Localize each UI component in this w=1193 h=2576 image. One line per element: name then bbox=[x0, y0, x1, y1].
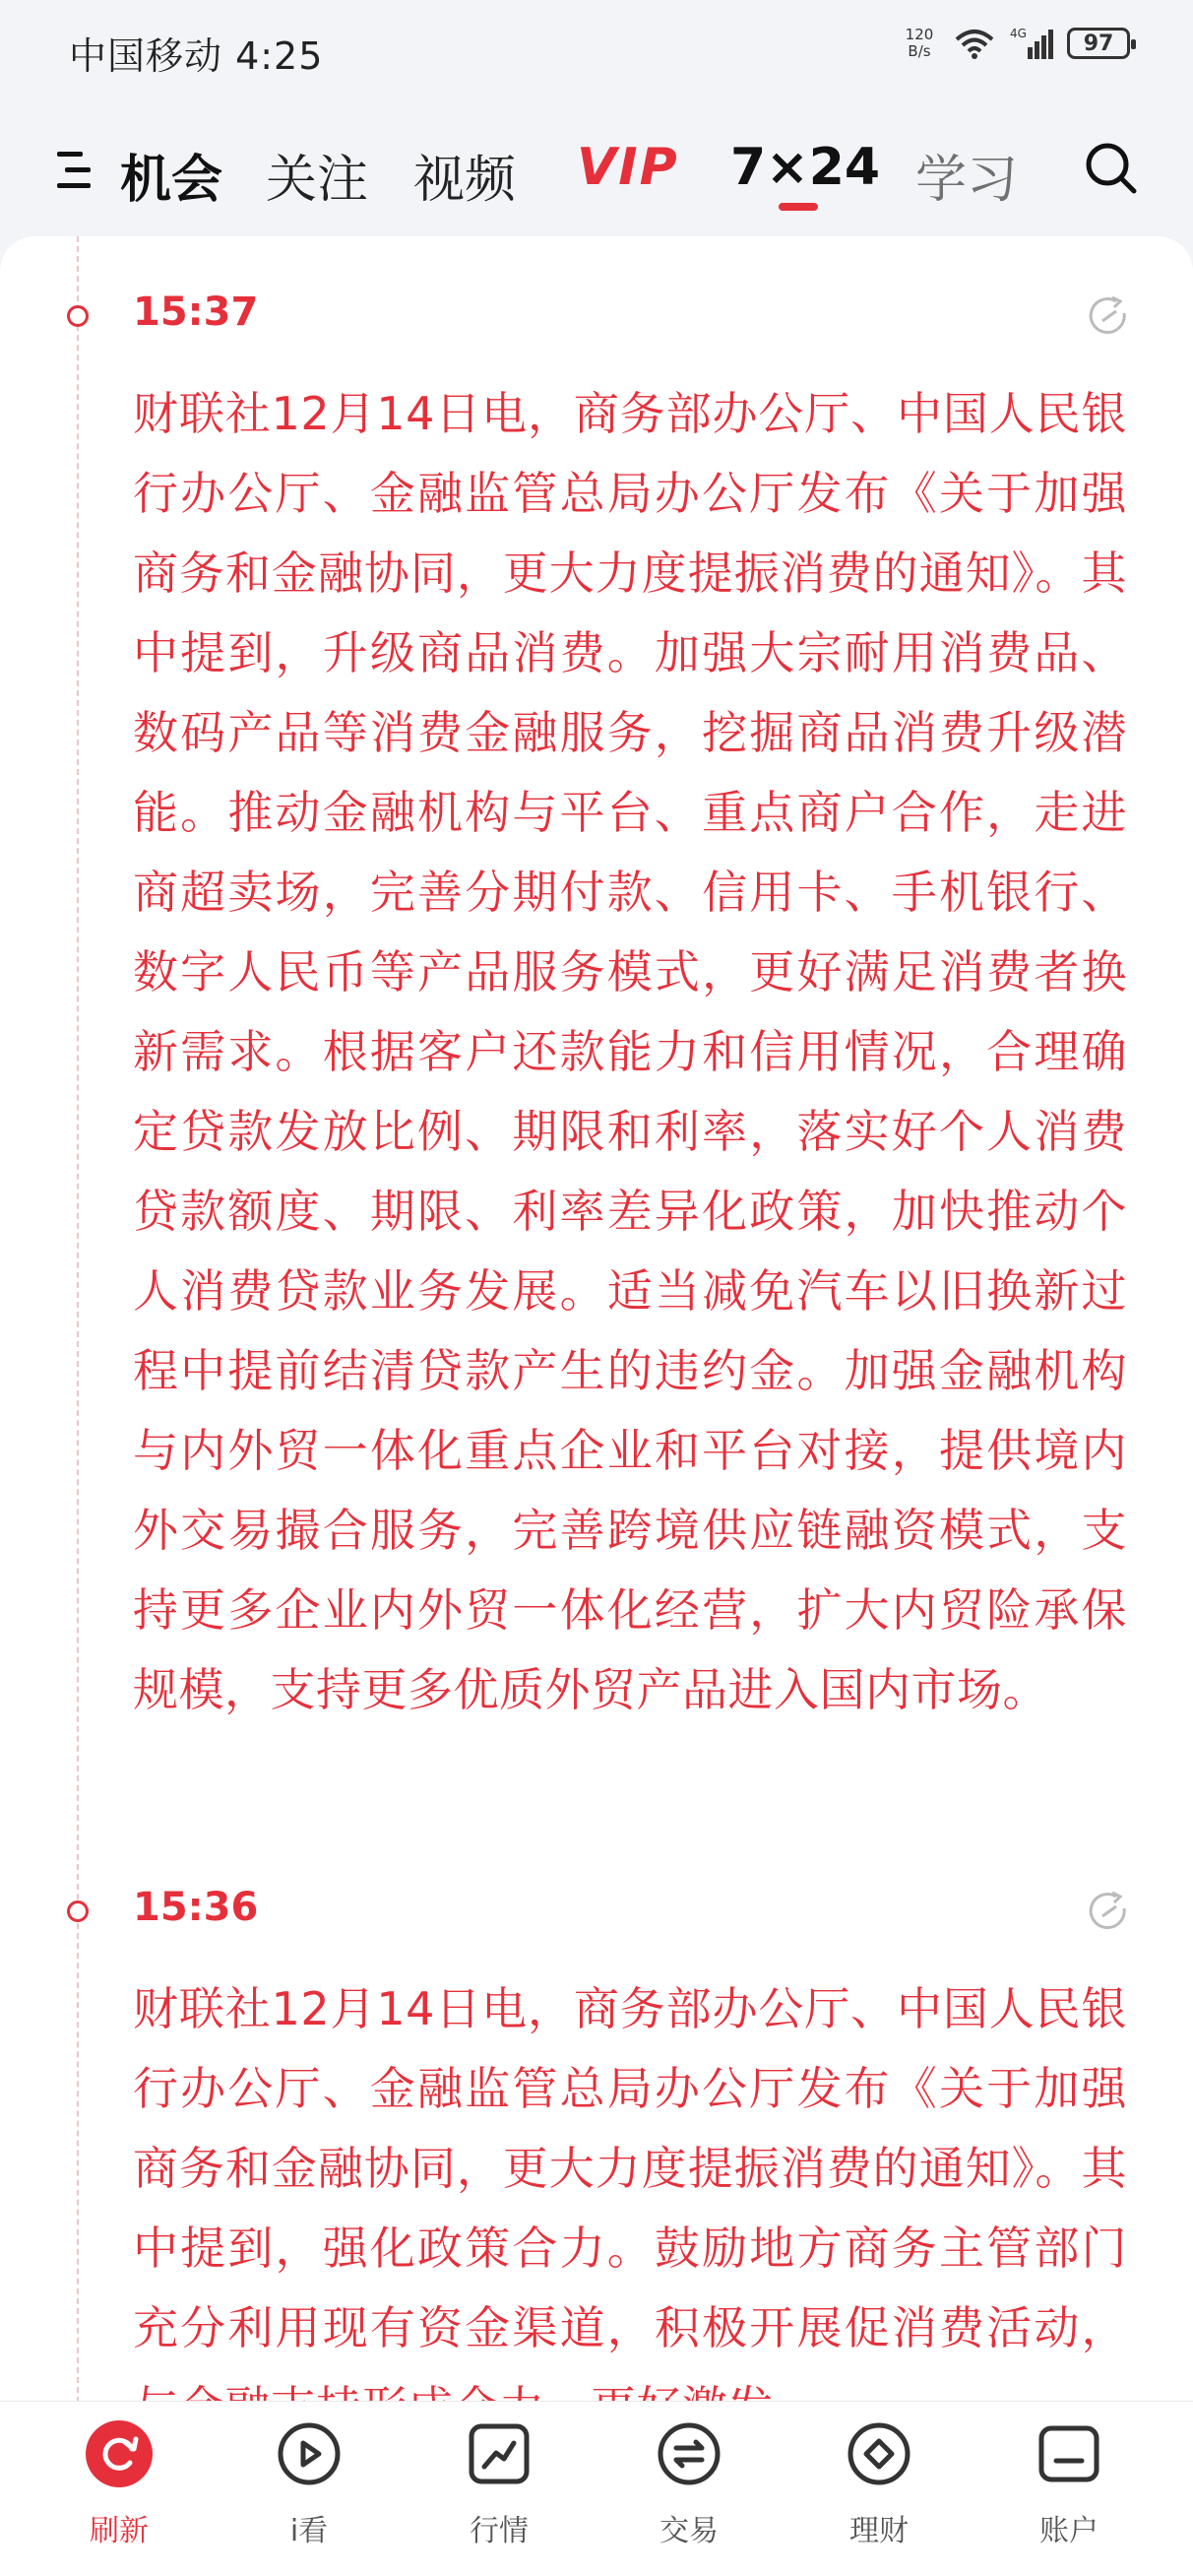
battery-icon: 97 bbox=[1067, 28, 1130, 59]
tab-7x24[interactable]: 7×24 bbox=[730, 138, 881, 197]
status-bar bbox=[0, 0, 1193, 98]
tabbar-account[interactable] bbox=[995, 2419, 1143, 2567]
tabbar-refresh[interactable] bbox=[45, 2419, 193, 2567]
news-text: 财联社12月14日电，商务部办公厅、中国人民银行办公厅、金融监管总局办公厅发布《关于加强商务和金融协同，更大力度提振消费的通知》。其中提到，升级商品消费。加强大宗耐用消费品、数码产品等消费金融服务，挖掘商品消费升级潜能。推动金融机构与平台、重点商户合作，走进商超卖场，完善分期付款、信用卡、手机银行、数字人民币等产品服务模式，更好满足消费者换新需求。根据客户还款能力和信用情况，合理确定贷款发放比例、期限和利率，落实好个人消费贷款额度、期限、利率差异化政策，加快推动个人消费贷款业务发展。适当减免汽车以旧换新过程中提前结清贷款产生的违约金。加强金融机构与内外贸一体化重点企业和平台对接，提供境内外交易撮合服务，完善跨境供应链融资模式，支持更多企业内外贸一体化经营，扩大内贸险承保规模，支持更多优质外贸产品进入国内市场。 bbox=[133, 387, 1127, 1716]
news-feed bbox=[0, 236, 1193, 2403]
net-speed: 120 B/s bbox=[905, 26, 934, 60]
tab-label: i看 bbox=[289, 2514, 329, 2548]
svg-text:4G: 4G bbox=[1010, 27, 1027, 40]
news-time: 15:36 bbox=[133, 1885, 259, 1930]
news-text: 财联社12月14日电，商务部办公厅、中国人民银行办公厅、金融监管总局办公厅发布《关于加强商务和金融协同，更大力度提振消费的通知》。其中提到，强化政策合力。鼓励地方商务主管部门充分利用现有资金渠道，积极开展促消费活动， bbox=[133, 1982, 1127, 2354]
diamond-icon bbox=[845, 2419, 913, 2488]
play-icon bbox=[275, 2419, 344, 2488]
share-icon[interactable] bbox=[1087, 293, 1132, 339]
tabbar-trade[interactable] bbox=[615, 2419, 763, 2567]
signal-icon bbox=[1010, 26, 1053, 61]
tabbar-ikan[interactable] bbox=[235, 2419, 383, 2567]
status-indicators bbox=[900, 26, 1130, 61]
timeline-dot bbox=[67, 305, 89, 327]
timeline-line bbox=[77, 236, 79, 2403]
tab-label: 刷新 bbox=[90, 2514, 149, 2548]
tab-label: 账户 bbox=[1039, 2514, 1099, 2548]
tabbar-market[interactable] bbox=[425, 2419, 573, 2567]
chart-icon bbox=[465, 2419, 534, 2488]
refresh-icon bbox=[85, 2419, 154, 2488]
menu-icon[interactable] bbox=[55, 146, 93, 195]
tab-label: 交易 bbox=[659, 2514, 719, 2548]
tabbar-wealth[interactable] bbox=[805, 2419, 953, 2567]
tab-label: 行情 bbox=[470, 2514, 529, 2548]
search-icon[interactable] bbox=[1083, 140, 1138, 195]
timeline-dot bbox=[67, 1900, 89, 1922]
news-time: 15:37 bbox=[133, 290, 259, 335]
wallet-icon bbox=[1035, 2419, 1103, 2488]
tab-opportunity[interactable]: 机会 bbox=[120, 151, 223, 210]
exchange-icon bbox=[655, 2419, 723, 2488]
share-icon[interactable] bbox=[1087, 1889, 1132, 1934]
wifi-icon bbox=[953, 26, 996, 61]
bottom-tab-bar bbox=[0, 2401, 1193, 2576]
carrier-time: 中国移动 4:25 bbox=[69, 34, 324, 78]
top-nav bbox=[0, 116, 1193, 225]
active-tab-indicator bbox=[779, 203, 818, 211]
tab-video[interactable]: 视频 bbox=[413, 151, 517, 210]
tab-vip[interactable]: VIP bbox=[577, 138, 679, 197]
tab-study[interactable]: 学习 bbox=[915, 151, 1019, 210]
tab-label: 理财 bbox=[849, 2514, 909, 2548]
tab-follow[interactable]: 关注 bbox=[266, 151, 369, 210]
